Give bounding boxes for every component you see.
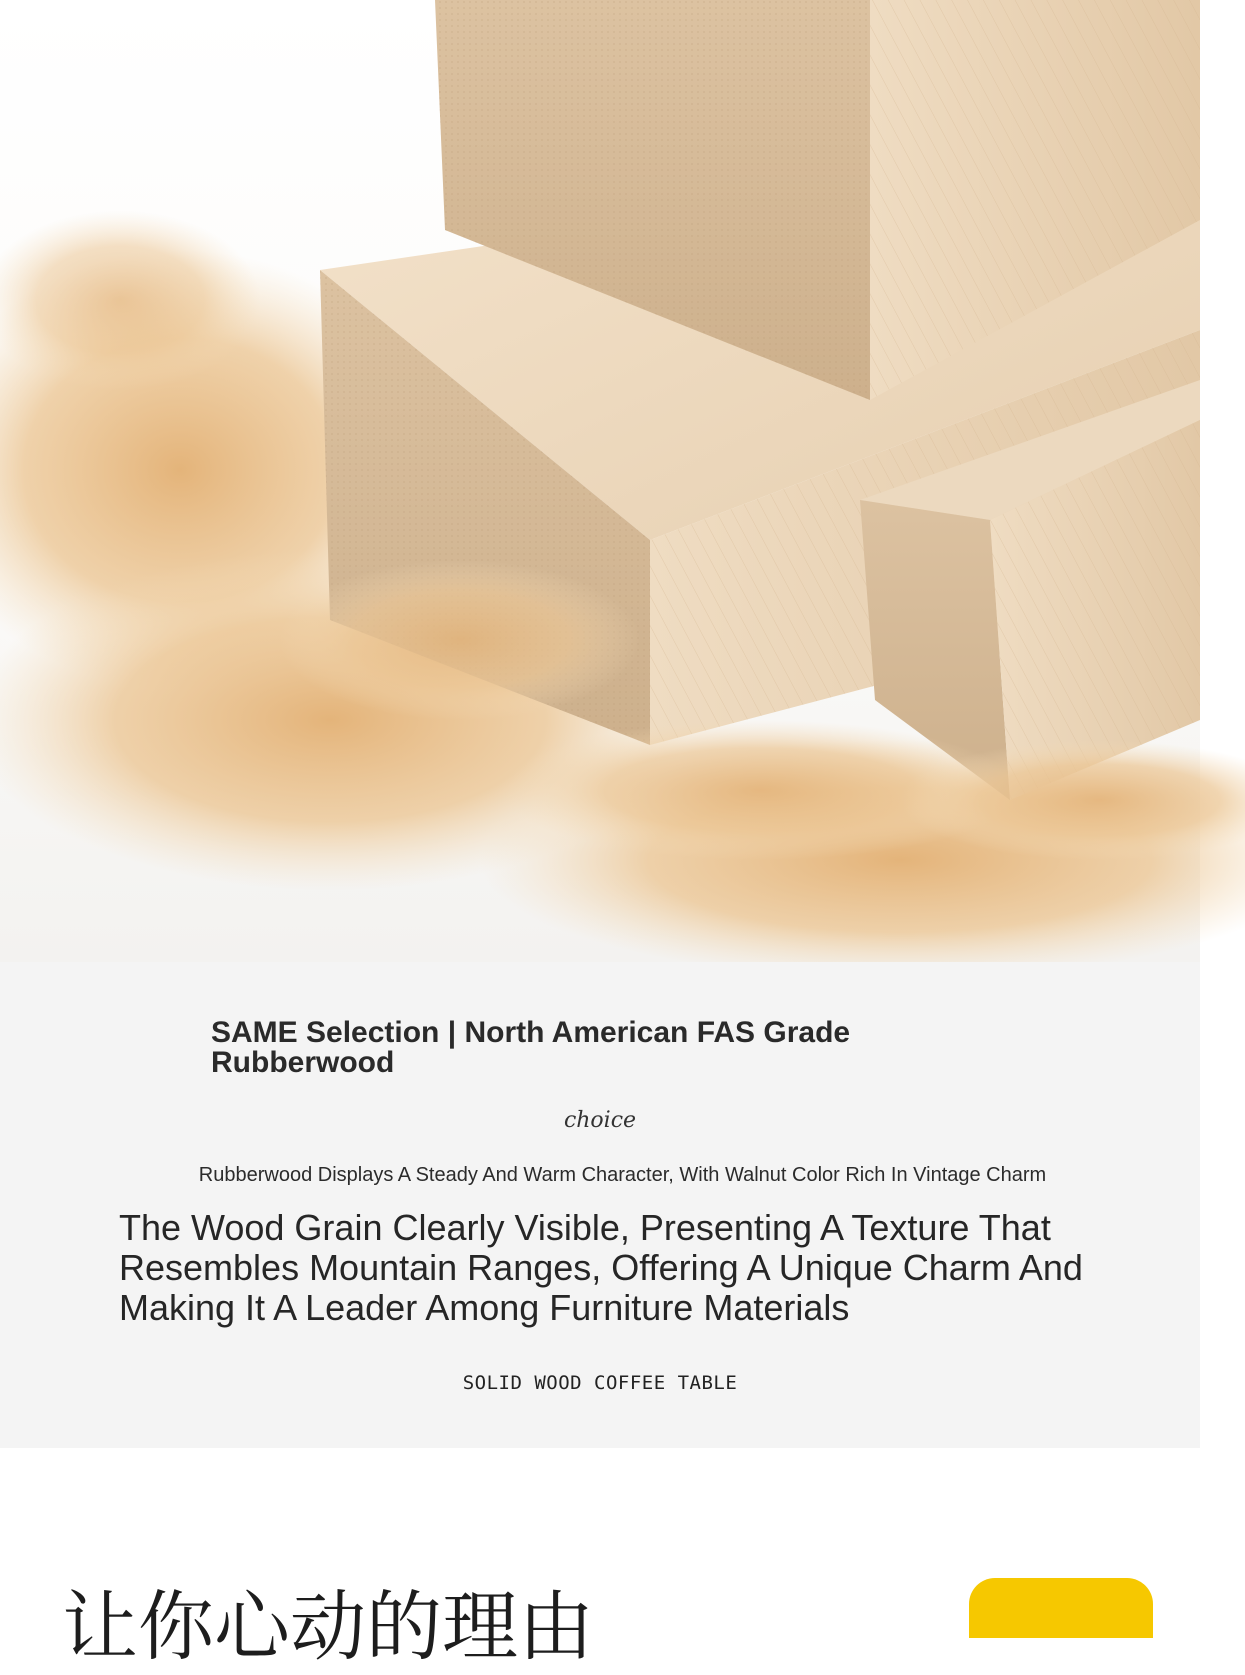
product-info-section xyxy=(0,962,1200,1448)
yellow-accent-tab xyxy=(969,1578,1153,1638)
section-paragraph: The Wood Grain Clearly Visible, Presenting A Texture That Resembles Mountain Ranges, Offering A Unique Charm And Making It A Leader Among Furniture Materials xyxy=(119,1207,1083,1328)
section-subline: Rubberwood Displays A Steady And Warm Character, With Walnut Color Rich In Vintage Charm xyxy=(198,1164,1047,1186)
reasons-title: 让你心动的理由 xyxy=(62,1582,594,1671)
reasons-section xyxy=(0,1448,1200,1671)
product-caption: SOLID WOOD COFFEE TABLE xyxy=(462,1372,738,1394)
section-headline: SAME Selection | North American FAS Grade Rubberwood xyxy=(211,1016,851,1079)
script-accent-word: choice xyxy=(563,1108,637,1133)
